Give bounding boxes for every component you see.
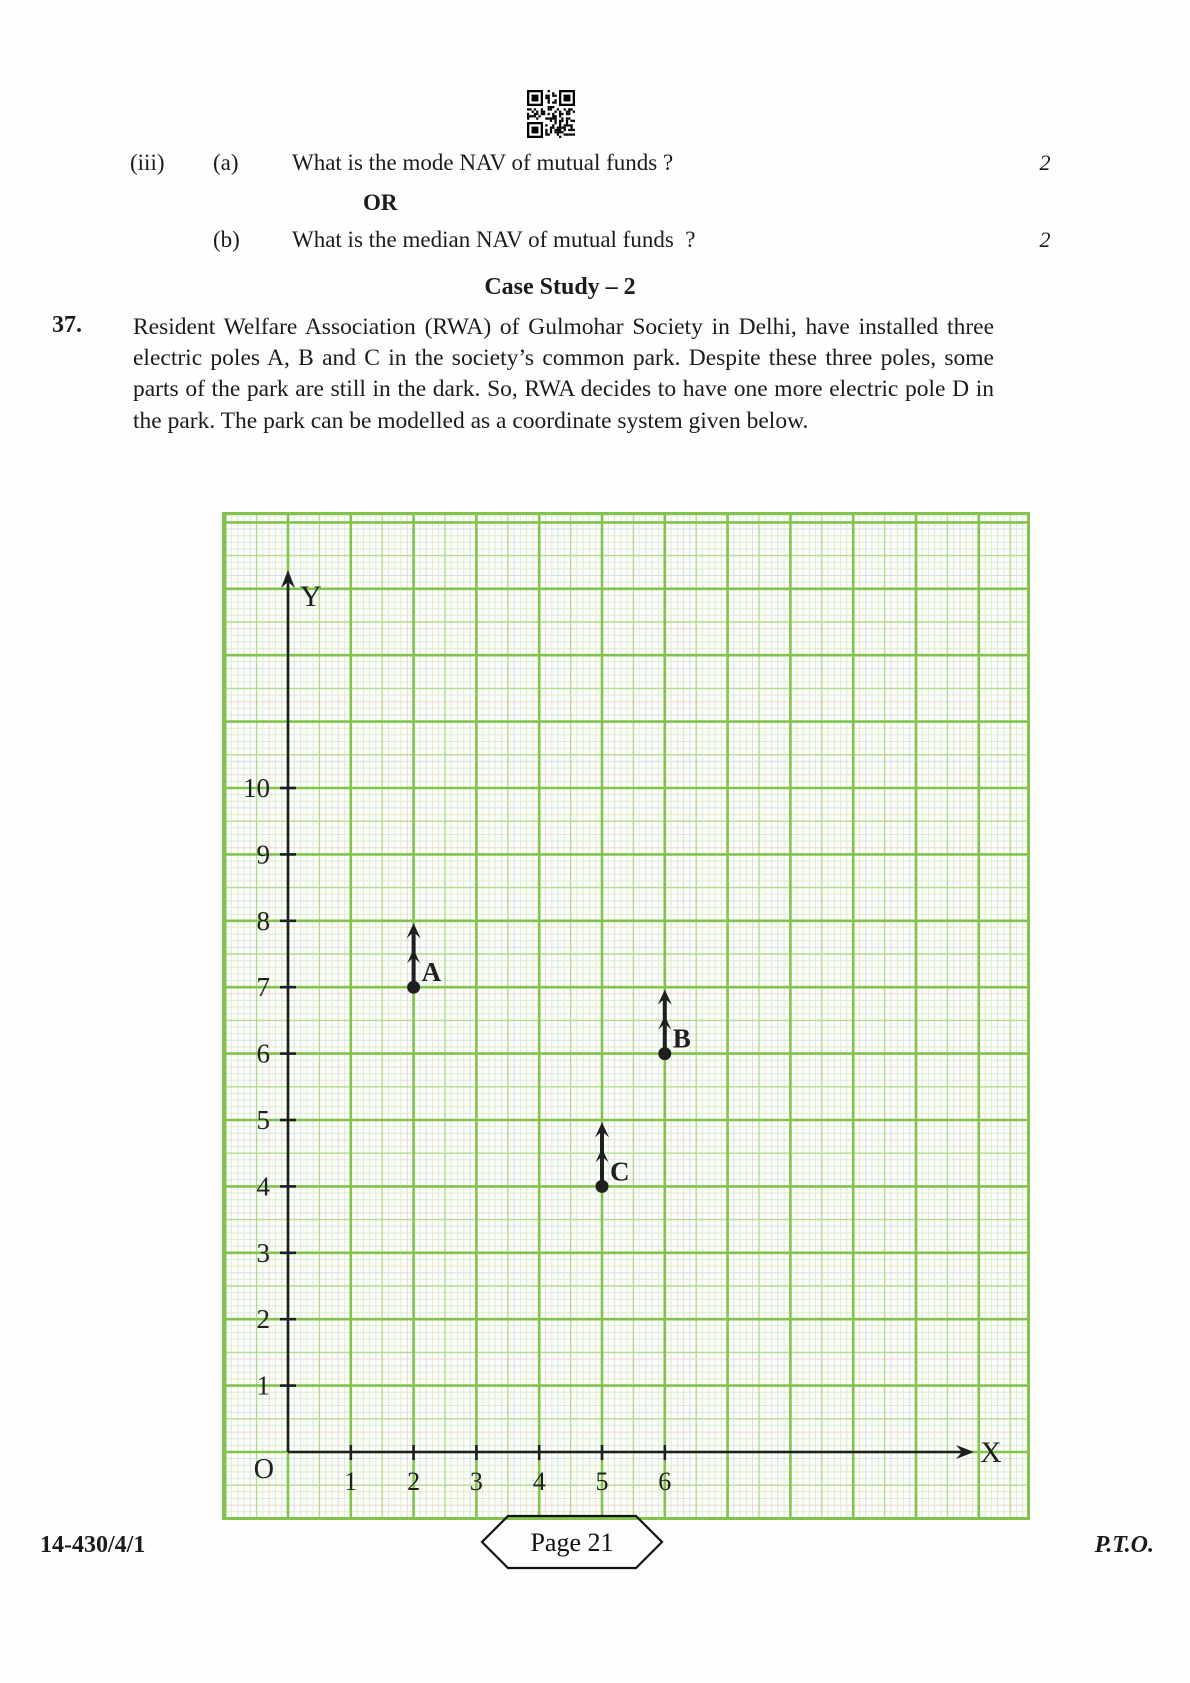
y-tick-label: 4 [256,1171,270,1202]
x-tick-label: 6 [658,1467,672,1496]
point-label-A: A [421,957,442,988]
x-tick-label: 4 [532,1467,546,1496]
coordinate-grid-figure [222,512,1030,1520]
point-label-B: B [672,1023,691,1054]
question-a-label: (a) [213,150,239,175]
point-dot-C [596,1180,609,1193]
grid-background [222,512,1030,1520]
x-tick-label: 2 [407,1467,421,1496]
x-tick-label: 5 [595,1467,609,1496]
y-tick-label: 2 [256,1304,270,1335]
qr-code-image [527,90,575,138]
y-tick-label: 6 [256,1038,270,1069]
pto-label: P.T.O. [1094,1532,1154,1558]
question-number: 37. [52,312,82,338]
question-a-marks: 2 [1039,150,1051,175]
question-b-label: (b) [213,227,240,252]
question-b-text: What is the median NAV of mutual funds ? [292,227,696,252]
question-a-text: What is the mode NAV of mutual funds ? [292,150,674,175]
origin-label: O [253,1454,274,1485]
y-tick-label: 9 [256,839,270,870]
point-label-C: C [610,1156,630,1187]
x-axis-label: X [980,1436,1002,1469]
y-tick-label: 8 [256,905,270,936]
point-dot-B [658,1047,671,1060]
case-study-heading: Case Study – 2 [484,274,636,300]
question-b-marks: 2 [1039,227,1051,252]
y-tick-label: 10 [243,773,270,803]
question-part-label: (iii) [130,150,165,175]
y-tick-label: 5 [256,1105,270,1135]
graph-paper-svg [222,512,1030,1520]
y-tick-label: 7 [256,972,270,1003]
x-tick-label: 3 [469,1467,483,1496]
y-axis-label: Y [300,580,322,613]
y-tick-label: 1 [256,1370,270,1401]
page-number-badge [480,1514,664,1570]
page-number-label: Page 21 [530,1528,614,1557]
point-dot-A [407,981,420,994]
question-paragraph: Resident Welfare Association (RWA) of Gulmohar Society in Delhi, have installed three electric poles A, B and C in the society’s common park. Despite these three poles, some parts of the park are still in the dark. So, RWA decides to have one more electric pole D in the park. The park can be modelled as a coordinate system given below. [133,314,994,434]
y-tick-label: 3 [256,1237,270,1268]
qr-code [527,90,575,138]
or-separator: OR [363,190,398,215]
paper-code: 14-430/4/1 [40,1532,146,1558]
x-tick-label: 1 [344,1467,358,1496]
